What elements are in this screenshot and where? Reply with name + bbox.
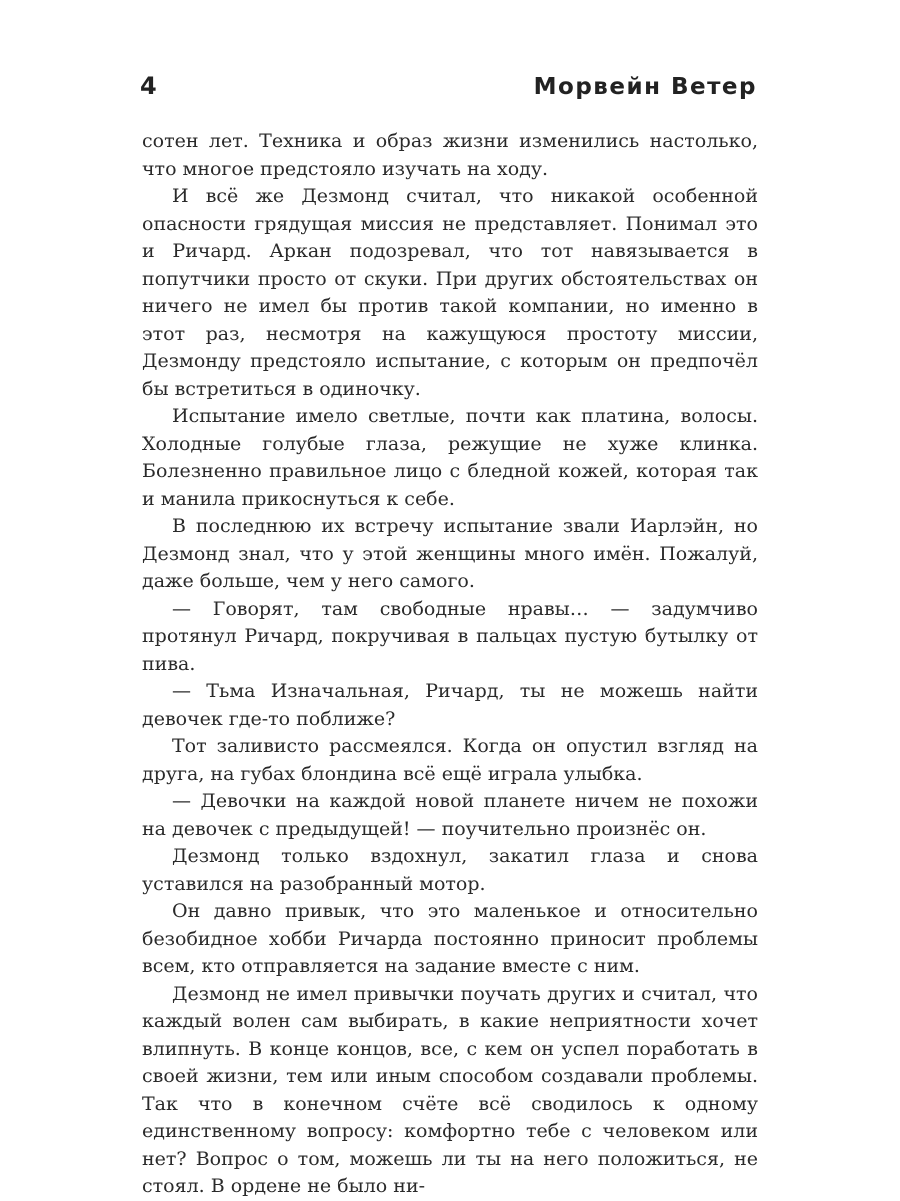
paragraph: Дезмонд не имел привычки поучать других и считал, что каждый волен сам выбирать, в какие неприятности хочет влипнуть. В конце концов, все, с кем он успел поработать в своей жизни, тем или иным способом создавали проблемы. Так что в конечном счёте всё сводилось к одному единственному вопросу: комфортно тебе с человеком или нет? Вопрос о том, можешь ли ты на него положиться, не стоял. В ордене не было ни- [142, 982, 758, 1197]
body-text [142, 128, 758, 1201]
dialogue-paragraph: — Девочки на каждой новой планете ничем не похожи на девочек с предыдущей! — поучительно произнёс он. [142, 790, 758, 840]
paragraph: И всё же Дезмонд считал, что никакой особенной опасности грядущая миссия не представляет. Понимал это и Ричард. Аркан подозревал, что тот навязывается в попутчики просто от скуки. При других обстоятельствах он ничего не имел бы против такой компании, но именно в этот раз, несмотря на кажущуюся простоту миссии, Дезмонду предстояло испытание, с которым он предпочёл бы встретиться в одиночку. [142, 185, 758, 400]
paragraph: Испытание имело светлые, почти как платина, волосы. Холодные голубые глаза, режущие не хуже клинка. Болезненно правильное лицо с бледной кожей, которая так и манила прикоснуться к себе. [142, 405, 758, 510]
dialogue-paragraph: — Говорят, там свободные нравы… — задумчиво протянул Ричард, покручивая в пальцах пустую бутылку от пива. [142, 597, 758, 675]
book-title: Морвейн Ветер [533, 74, 757, 100]
dialogue-paragraph: — Тьма Изначальная, Ричард, ты не можешь найти девочек где-то поближе? [142, 680, 758, 730]
paragraph: Тот заливисто рассмеялся. Когда он опустил взгляд на друга, на губах блондина всё ещё играла улыбка. [142, 735, 758, 785]
paragraph: Он давно привык, что это маленькое и относительно безобидное хобби Ричарда постоянно приносит проблемы всем, кто отправляется на задание вместе с ним. [142, 900, 758, 977]
page-number: 4 [140, 72, 157, 100]
paragraph: сотен лет. Техника и образ жизни изменились настолько, что многое предстояло изучать на ходу. [142, 130, 758, 180]
paragraph: Дезмонд только вздохнул, закатил глаза и снова уставился на разобранный мотор. [142, 845, 758, 895]
paragraph: В последнюю их встречу испытание звали Иарлэйн, но Дезмонд знал, что у этой женщины много имён. Пожалуй, даже больше, чем у него самого. [142, 515, 758, 592]
running-head [140, 72, 757, 100]
